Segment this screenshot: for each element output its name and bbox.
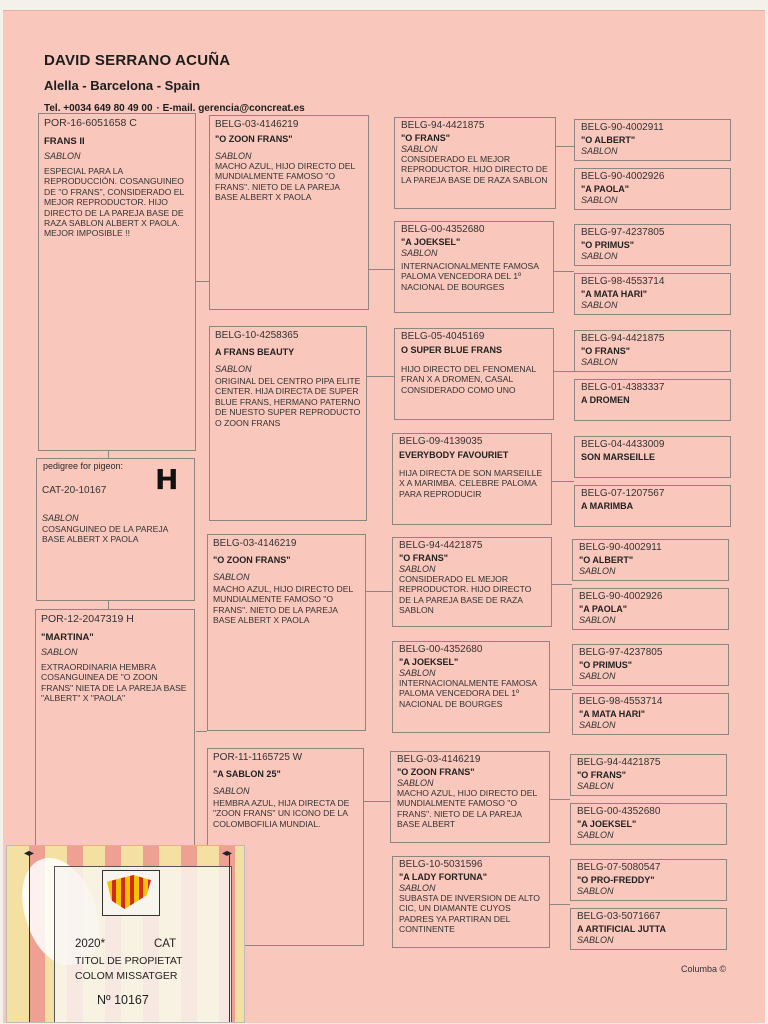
- sire-card: [38, 113, 196, 451]
- breeder-location: Alella - Barcelona - Spain: [44, 78, 201, 93]
- ancestor-strain: SABLON: [579, 615, 616, 625]
- dam-name: "MARTINA": [41, 632, 94, 643]
- grandparent-card: [207, 534, 366, 731]
- connector-line: [550, 689, 572, 690]
- great-grandparent-name: "A LADY FORTUNA": [399, 872, 488, 882]
- great-grandparent-description: MACHO AZUL, HIJO DIRECTO DEL MUNDIALMENTE FAMOSO "O FRANS". NIETO DE LA PAREJA BASE ALBERT: [397, 788, 537, 830]
- card-year: 2020*: [75, 938, 106, 950]
- ancestor-ring: BELG-07-5080547: [577, 862, 661, 873]
- subject-ring: CAT-20-10167: [42, 485, 107, 496]
- grandparent-description: MACHO AZUL, HIJO DIRECTO DEL MUNDIALMENTE FAMOSO "O FRANS". NIETO DE LA PAREJA BASE ALBERT X PAOLA: [215, 161, 355, 203]
- grandparent-description: HEMBRA AZUL, HIJA DIRECTA DE "ZOON FRANS" UN ICONO DE LA COLOMBOFILIA MUNDIAL.: [213, 798, 350, 829]
- connector-line: [554, 371, 574, 372]
- ancestor-strain: SABLON: [579, 671, 616, 681]
- ancestor-strain: SABLON: [579, 566, 616, 576]
- ancestor-card: [570, 754, 727, 796]
- ownership-card: [6, 845, 245, 1023]
- great-grandparent-strain: SABLON: [399, 564, 436, 574]
- card-region: CAT: [154, 938, 177, 950]
- ancestor-card: [574, 330, 731, 372]
- ancestor-ring: BELG-94-4421875: [581, 333, 665, 344]
- grandparent-strain: SABLON: [213, 786, 250, 796]
- ancestor-card: [574, 273, 731, 315]
- ancestor-strain: SABLON: [581, 146, 618, 156]
- ancestor-strain: SABLON: [581, 251, 618, 261]
- great-grandparent-ring: BELG-00-4352680: [399, 644, 483, 655]
- dam-strain: SABLON: [41, 647, 78, 657]
- dam-ring: POR-12-2047319 H: [41, 613, 134, 625]
- great-grandparent-name: "O ZOON FRANS": [397, 767, 475, 777]
- ancestor-strain: SABLON: [581, 357, 618, 367]
- great-grandparent-ring: BELG-03-4146219: [397, 754, 481, 765]
- great-grandparent-strain: SABLON: [401, 248, 438, 258]
- ancestor-name: "O ALBERT": [581, 135, 636, 145]
- connector-line: [367, 376, 394, 377]
- ancestor-name: "A PAOLA": [581, 184, 630, 194]
- great-grandparent-card: [392, 433, 552, 525]
- great-grandparent-name: "A JOEKSEL": [399, 657, 459, 667]
- arrow-icon: ◂▸: [24, 848, 35, 859]
- dam-description: EXTRAORDINARIA HEMBRA COSANGUINEA DE "O ZOON FRANS" NIETA DE LA PAREJA BASE "ALBERT" X "PAOLA": [41, 662, 187, 704]
- ancestor-ring: BELG-97-4237805: [579, 647, 663, 658]
- ancestor-name: "O FRANS": [577, 770, 627, 780]
- sire-description: ESPECIAL PARA LA REPRODUCCIÓN. COSANGUINEO DE "O FRANS", CONSIDERADO EL MEJOR REPRODUCTOR. HIJO DIRECTO DE LA PAREJA BASE DE RAZA SABLON ALBERT X PAOLA. MEJOR IMPOSIBLE !!: [44, 166, 184, 239]
- great-grandparent-strain: SABLON: [397, 778, 434, 788]
- ancestor-ring: BELG-03-5071667: [577, 911, 661, 922]
- breeder-phone: Tel. +0034 649 80 49 00: [44, 103, 153, 114]
- ancestor-name: "A PAOLA": [579, 604, 628, 614]
- grandparent-strain: SABLON: [215, 151, 252, 161]
- card-guide-line: [229, 854, 230, 1022]
- great-grandparent-description: CONSIDERADO EL MEJOR REPRODUCTOR. HIJO DIRECTO DE LA PAREJA BASE DE RAZA SABLON: [399, 574, 532, 616]
- ancestor-strain: SABLON: [577, 935, 614, 945]
- ancestor-name: "O PRIMUS": [581, 240, 635, 250]
- ancestor-ring: BELG-98-4553714: [579, 696, 663, 707]
- great-grandparent-description: CONSIDERADO EL MEJOR REPRODUCTOR. HIJO DIRECTO DE LA PAREJA BASE DE RAZA SABLON: [401, 154, 548, 185]
- great-grandparent-ring: BELG-09-4139035: [399, 436, 483, 447]
- ancestor-ring: BELG-90-4002926: [581, 171, 665, 182]
- connector-line: [550, 904, 570, 905]
- ancestor-card: [574, 436, 731, 478]
- connector-line: [366, 591, 392, 592]
- great-grandparent-ring: BELG-94-4421875: [401, 120, 485, 131]
- grandparent-ring: POR-11-1165725 W: [213, 752, 303, 763]
- ancestor-strain: SABLON: [581, 195, 618, 205]
- breeder-email: · E-mail. gerencia@concreat.es: [156, 103, 305, 114]
- great-grandparent-ring: BELG-00-4352680: [401, 224, 485, 235]
- ancestor-card: [572, 644, 729, 686]
- columba-copyright: Columba ©: [681, 964, 727, 974]
- great-grandparent-strain: SABLON: [401, 144, 438, 154]
- ancestor-ring: BELG-90-4002926: [579, 591, 663, 602]
- grandparent-strain: SABLON: [213, 572, 250, 582]
- grandparent-card: [209, 115, 369, 310]
- great-grandparent-card: [394, 117, 556, 209]
- great-grandparent-ring: BELG-10-5031596: [399, 859, 483, 870]
- great-grandparent-card: [392, 537, 552, 627]
- ancestor-name: "O PRIMUS": [579, 660, 633, 670]
- connector-line: [369, 269, 394, 270]
- ancestor-name: A ARTIFICIAL JUTTA: [577, 924, 666, 934]
- ancestor-card: [572, 539, 729, 581]
- connector-line: [552, 584, 572, 585]
- grandparent-name: A FRANS BEAUTY: [215, 347, 295, 357]
- ancestor-ring: BELG-90-4002911: [581, 122, 664, 133]
- great-grandparent-strain: SABLON: [399, 883, 436, 893]
- grandparent-card: [209, 326, 367, 521]
- grandparent-ring: BELG-03-4146219: [213, 538, 297, 549]
- ancestor-name: A MARIMBA: [581, 501, 634, 511]
- great-grandparent-name: O SUPER BLUE FRANS: [401, 345, 503, 355]
- connector-line: [556, 146, 574, 147]
- great-grandparent-name: "A JOEKSEL": [401, 237, 461, 247]
- great-grandparent-card: [394, 221, 554, 313]
- ancestor-ring: BELG-00-4352680: [577, 806, 661, 817]
- ancestor-strain: SABLON: [577, 886, 614, 896]
- ancestor-card: [574, 379, 731, 421]
- great-grandparent-card: [392, 856, 550, 948]
- ancestor-card: [574, 119, 731, 161]
- great-grandparent-strain: SABLON: [399, 668, 436, 678]
- ancestor-card: [574, 168, 731, 210]
- pedigree-label: pedigree for pigeon:: [43, 461, 124, 471]
- ancestor-ring: BELG-07-1207567: [581, 488, 665, 499]
- grandparent-description: ORIGINAL DEL CENTRO PIPA ELITE CENTER. HIJA DIRECTA DE SUPER BLUE FRANS, HERMANO PATERNO DE NUESTO SUPER REPRODUCTO O ZOON FRANS: [215, 376, 361, 428]
- great-grandparent-card: [392, 641, 550, 733]
- ancestor-ring: BELG-01-4383337: [581, 382, 665, 393]
- sex-mark: H: [155, 463, 179, 496]
- ancestor-ring: BELG-04-4433009: [581, 439, 665, 450]
- grandparent-ring: BELG-10-4258365: [215, 330, 299, 341]
- sire-name: FRANS II: [44, 136, 85, 147]
- catalonia-flag-icon: [107, 875, 151, 909]
- ancestor-name: "A MATA HARI": [581, 289, 648, 299]
- great-grandparent-ring: BELG-94-4421875: [399, 540, 483, 551]
- subject-description: COSANGUINEO DE LA PAREJA BASE ALBERT X PAOLA: [42, 524, 168, 545]
- great-grandparent-card: [394, 328, 554, 420]
- sire-ring: POR-16-6051658 C: [44, 117, 137, 129]
- flag-frame: [102, 870, 160, 916]
- ancestor-name: "O PRO-FREDDY": [577, 875, 655, 885]
- ancestor-card: [570, 859, 727, 901]
- card-subtitle: COLOM MISSATGER: [75, 970, 178, 982]
- connector-line: [196, 281, 209, 282]
- great-grandparent-description: SUBASTA DE INVERSION DE ALTO CIC, UN DIAMANTE CUYOS PADRES YA PARTIRAN DEL CONTINENTE: [399, 893, 540, 935]
- ancestor-ring: BELG-98-4553714: [581, 276, 665, 287]
- ancestor-name: "O FRANS": [581, 346, 631, 356]
- ancestor-strain: SABLON: [577, 781, 614, 791]
- card-title: TITOL DE PROPIETAT: [75, 955, 183, 967]
- great-grandparent-card: [390, 751, 550, 843]
- ancestor-name: "O ALBERT": [579, 555, 634, 565]
- great-grandparent-ring: BELG-05-4045169: [401, 331, 485, 342]
- subject-strain: SABLON: [42, 513, 79, 523]
- ancestor-strain: SABLON: [579, 720, 616, 730]
- great-grandparent-name: "O FRANS": [401, 133, 451, 143]
- grandparent-description: MACHO AZUL, HIJO DIRECTO DEL MUNDIALMENTE FAMOSO "O FRANS". NIETO DE LA PAREJA BASE ALBERT X PAOLA: [213, 584, 353, 626]
- ancestor-card: [570, 803, 727, 845]
- ancestor-card: [572, 588, 729, 630]
- great-grandparent-description: INTERNACIONALMENTE FAMOSA PALOMA VENCEDORA DEL 1º NACIONAL DE BOURGES: [399, 678, 537, 709]
- connector-line: [552, 481, 574, 482]
- grandparent-name: "A SABLON 25": [213, 769, 281, 779]
- ancestor-name: "A JOEKSEL": [577, 819, 637, 829]
- grandparent-ring: BELG-03-4146219: [215, 119, 299, 130]
- great-grandparent-description: HIJA DIRECTA DE SON MARSEILLE X A MARIMBA. CELEBRE PALOMA PARA REPRODUCIR: [399, 468, 543, 499]
- grandparent-name: "O ZOON FRANS": [213, 555, 291, 565]
- great-grandparent-description: INTERNACIONALMENTE FAMOSA PALOMA VENCEDORA DEL 1º NACIONAL DE BOURGES: [401, 261, 539, 292]
- ancestor-card: [572, 693, 729, 735]
- ancestor-card: [574, 485, 731, 527]
- ancestor-name: "A MATA HARI": [579, 709, 646, 719]
- connector-line: [196, 731, 207, 732]
- arrow-icon: ◂▸: [222, 848, 233, 859]
- connector-line: [108, 601, 109, 610]
- subject-card: [36, 458, 195, 601]
- great-grandparent-name: "O FRANS": [399, 553, 449, 563]
- ancestor-name: A DROMEN: [581, 395, 630, 405]
- sire-strain: SABLON: [44, 151, 81, 161]
- grandparent-strain: SABLON: [215, 364, 252, 374]
- dam-card: [35, 609, 195, 847]
- grandparent-name: "O ZOON FRANS": [215, 134, 293, 144]
- ancestor-card: [574, 224, 731, 266]
- ancestor-ring: BELG-90-4002911: [579, 542, 662, 553]
- card-guide-line: [29, 854, 30, 1022]
- ancestor-name: SON MARSEILLE: [581, 452, 656, 462]
- card-number: Nº 10167: [97, 993, 149, 1007]
- ancestor-strain: SABLON: [577, 830, 614, 840]
- ancestor-ring: BELG-94-4421875: [577, 757, 661, 768]
- breeder-name: DAVID SERRANO ACUÑA: [44, 52, 231, 69]
- ancestor-ring: BELG-97-4237805: [581, 227, 665, 238]
- connector-line: [550, 799, 570, 800]
- ancestor-strain: SABLON: [581, 300, 618, 310]
- great-grandparent-description: HIJO DIRECTO DEL FENOMENAL FRAN X A DROMEN, CASAL CONSIDERADO COMO UNO: [401, 364, 536, 395]
- connector-line: [554, 271, 574, 272]
- ancestor-card: [570, 908, 727, 950]
- great-grandparent-name: EVERYBODY FAVOURIET: [399, 450, 509, 460]
- connector-line: [108, 451, 109, 459]
- connector-line: [364, 801, 390, 802]
